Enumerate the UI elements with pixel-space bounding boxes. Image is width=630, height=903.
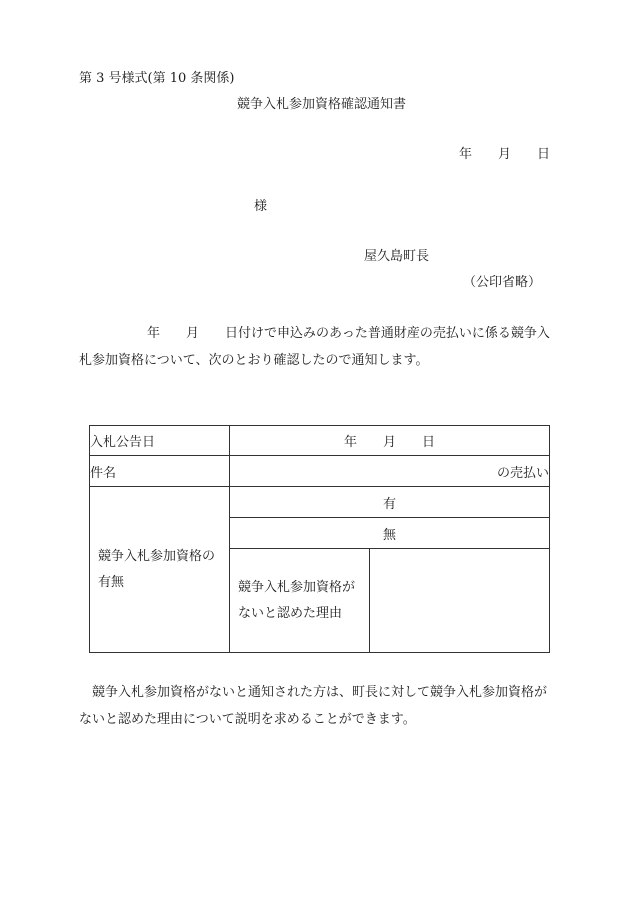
table-row-announcement [90, 426, 550, 456]
document-title: 競争入札参加資格確認通知書 [237, 97, 407, 112]
confirmation-table [89, 425, 550, 653]
addressee-suffix: 様 [254, 199, 268, 214]
issuer-name: 屋久島町長 [364, 249, 430, 264]
reason-label-line-1: 競争入札参加資格が [238, 579, 356, 595]
reason-value-cell [370, 549, 550, 653]
subject-label: 件名 [90, 456, 230, 487]
announcement-date-value: 年 月 日 [230, 426, 550, 456]
footer-line-2: ないと認めた理由について説明を求めることができます。 [79, 712, 416, 727]
reason-label-cell [230, 549, 370, 653]
subject-value: の売払い [230, 456, 550, 487]
body-line-1: 年 月 日付けで申込みのあった普通財産の売払いに係る競争入 [147, 326, 550, 341]
announcement-date-label: 入札公告日 [90, 426, 230, 456]
reason-label-line-2: ないと認めた理由 [238, 605, 343, 621]
eligibility-label-line-2: 有無 [98, 574, 125, 590]
seal-note: （公印省略） [463, 275, 542, 290]
form-number: 第 3 号様式(第 10 条関係) [79, 71, 235, 86]
table-row-subject [90, 456, 550, 487]
option-no: 無 [230, 518, 550, 549]
table-row-yes [90, 487, 550, 518]
option-yes: 有 [230, 487, 550, 518]
eligibility-label-cell [90, 487, 230, 653]
body-line-2: 札参加資格について、次のとおり確認したので通知します。 [79, 353, 429, 368]
issue-date: 年 月 日 [459, 147, 551, 162]
eligibility-label-line-1: 競争入札参加資格の [98, 548, 216, 564]
footer-line-1: 競争入札参加資格がないと通知された方は、町長に対して競争入札参加資格が [92, 685, 548, 700]
